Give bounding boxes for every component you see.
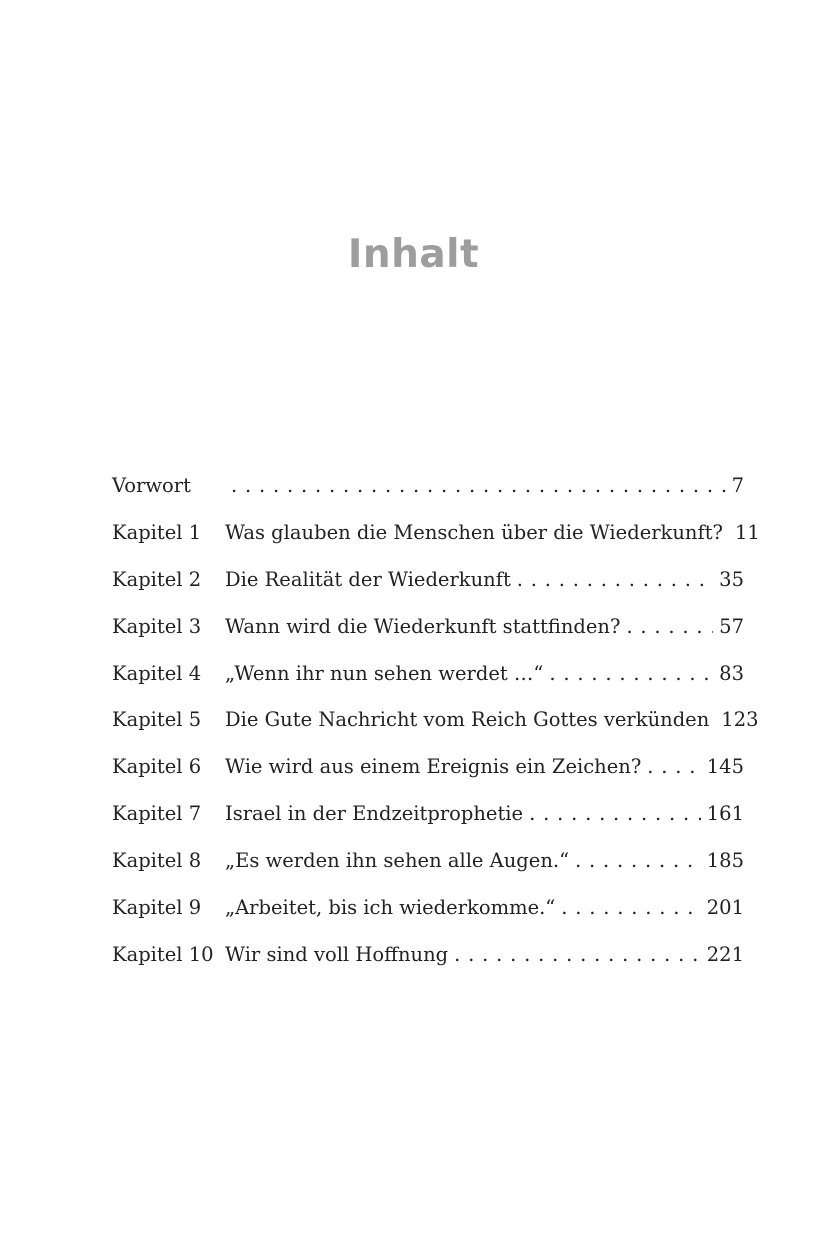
dot-leader [575,843,701,879]
toc-entry-label: Kapitel 7 [112,802,202,826]
toc-entry-label: Kapitel 8 [112,849,202,873]
toc-entry-title: Die Gute Nachricht vom Reich Gottes verkünden [225,708,710,732]
toc-entry-title: Die Realität der Wiederkunft [225,567,511,591]
toc-entry-title: Wir sind voll Hoffnung [225,942,449,966]
toc-entry-title: „Arbeitet, bis ich wiederkomme.“ [225,896,556,920]
dot-leader [647,749,700,785]
toc-entry-label: Kapitel 1 [112,520,202,544]
toc-entry-title: Wann wird die Wiederkunft stattfinden? [225,614,621,638]
dot-leader [454,937,701,973]
toc-entry-kapitel-6 [112,749,744,796]
toc-entry-page-number: 201 [706,896,744,920]
toc-entry-page-number: 145 [706,755,744,779]
toc-entry-kapitel-3 [112,609,744,656]
toc-entry-page-number: 161 [706,802,744,826]
toc-entry-label: Kapitel 9 [112,896,202,920]
toc-entry-kapitel-9 [112,890,744,937]
toc-entry-kapitel-2 [112,562,744,609]
toc-entry-page-number: 57 [719,614,744,638]
toc-entry-label: Kapitel 5 [112,708,202,732]
dot-leader [529,796,701,832]
toc-entry-label: Kapitel 4 [112,661,202,685]
toc-entry-kapitel-4 [112,656,744,703]
toc-entry-page-number: 123 [721,708,759,732]
dot-leader [626,609,713,645]
toc-entry-page-number: 185 [706,849,744,873]
toc-entry-kapitel-5 [112,702,759,749]
toc-entry-title: „Es werden ihn sehen alle Augen.“ [225,849,570,873]
toc-entry-label: Kapitel 10 [112,942,214,966]
toc-entry-kapitel-10 [112,937,744,984]
toc-entry-title: Wie wird aus einem Ereignis ein Zeichen? [225,755,642,779]
page-title: Inhalt [347,232,480,277]
toc-entry-label: Kapitel 3 [112,614,202,638]
toc-entry-page-number: 83 [719,661,744,685]
toc-entry-label: Vorwort [112,474,191,497]
dot-leader [549,656,713,692]
toc-entry-kapitel-7 [112,796,744,843]
toc-entry-kapitel-8 [112,843,744,890]
toc-entry-vorwort [112,468,744,515]
toc-entry-page-number: 35 [719,567,744,591]
dot-leader [561,890,700,926]
toc-entry-page-number: 11 [735,520,760,544]
table-of-contents [112,468,760,984]
toc-entry-label: Kapitel 6 [112,755,202,779]
toc-entry-page-number: 221 [706,942,744,966]
toc-entry-title: Israel in der Endzeitprophetie [225,802,524,826]
dot-leader [231,468,726,504]
toc-entry-kapitel-1 [112,515,760,562]
toc-entry-title: „Wenn ihr nun sehen werdet …“ [225,661,544,685]
dot-leader [517,562,713,598]
toc-entry-label: Kapitel 2 [112,567,202,591]
toc-entry-page-number: 7 [731,474,744,497]
toc-entry-title: Was glauben die Menschen über die Wiederkunft? [225,520,723,544]
